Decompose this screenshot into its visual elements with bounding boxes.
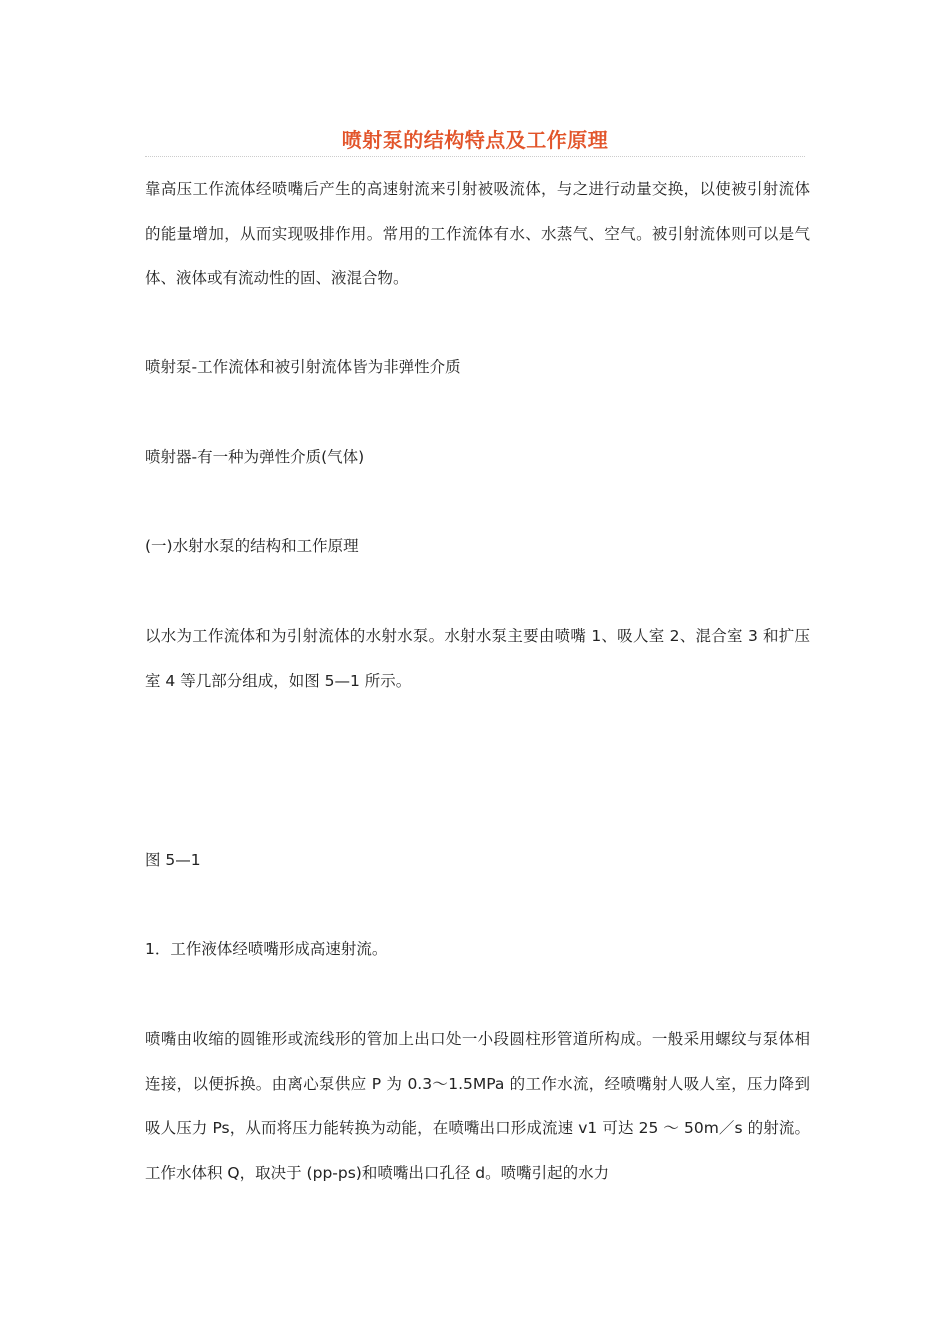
paragraph-ejector-def: 喷射器-有一种为弹性介质(气体): [145, 448, 365, 466]
paragraph-jet-pump-def: 喷射泵-工作流体和被引射流体皆为非弹性介质: [145, 358, 461, 376]
section-heading-water-jet-pump: (一)水射水泵的结构和工作原理: [145, 537, 359, 555]
title-divider: [145, 156, 805, 157]
paragraph-nozzle: 喷嘴由收缩的圆锥形或流线形的管加上出口处一小段圆柱形管道所构成。一般采用螺纹与泵体相连接，以便拆换。由离心泵供应 P 为 0.3～1.5MPa 的工作水流，经喷嘴射人吸人室，压力降到吸人压力 Ps，从而将压力能转换为动能，在喷嘴出口形成流速 v1 可达 25 ～ 50m／s 的射流。工作水体积 Q，取决于 (pp-ps)和喷嘴出口孔径 d。喷嘴引起的水力: [145, 1030, 810, 1182]
page-title: 喷射泵的结构特点及工作原理: [341, 128, 609, 152]
paragraph-intro: 靠高压工作流体经喷嘴后产生的高速射流来引射被吸流体，与之进行动量交换，以使被引射流体的能量增加，从而实现吸排作用。常用的工作流体有水、水蒸气、空气。被引射流体则可以是气体、液体或有流动性的固、液混合物。: [145, 180, 810, 287]
figure-caption: 图 5—1: [145, 851, 201, 869]
paragraph-water-jet-pump: 以水为工作流体和为引射流体的水射水泵。水射水泵主要由喷嘴 1、吸人室 2、混合室 3 和扩压室 4 等几部分组成，如图 5—1 所示。: [145, 627, 810, 690]
subheading-nozzle-jet: 1．工作液体经喷嘴形成高速射流。: [145, 940, 388, 958]
